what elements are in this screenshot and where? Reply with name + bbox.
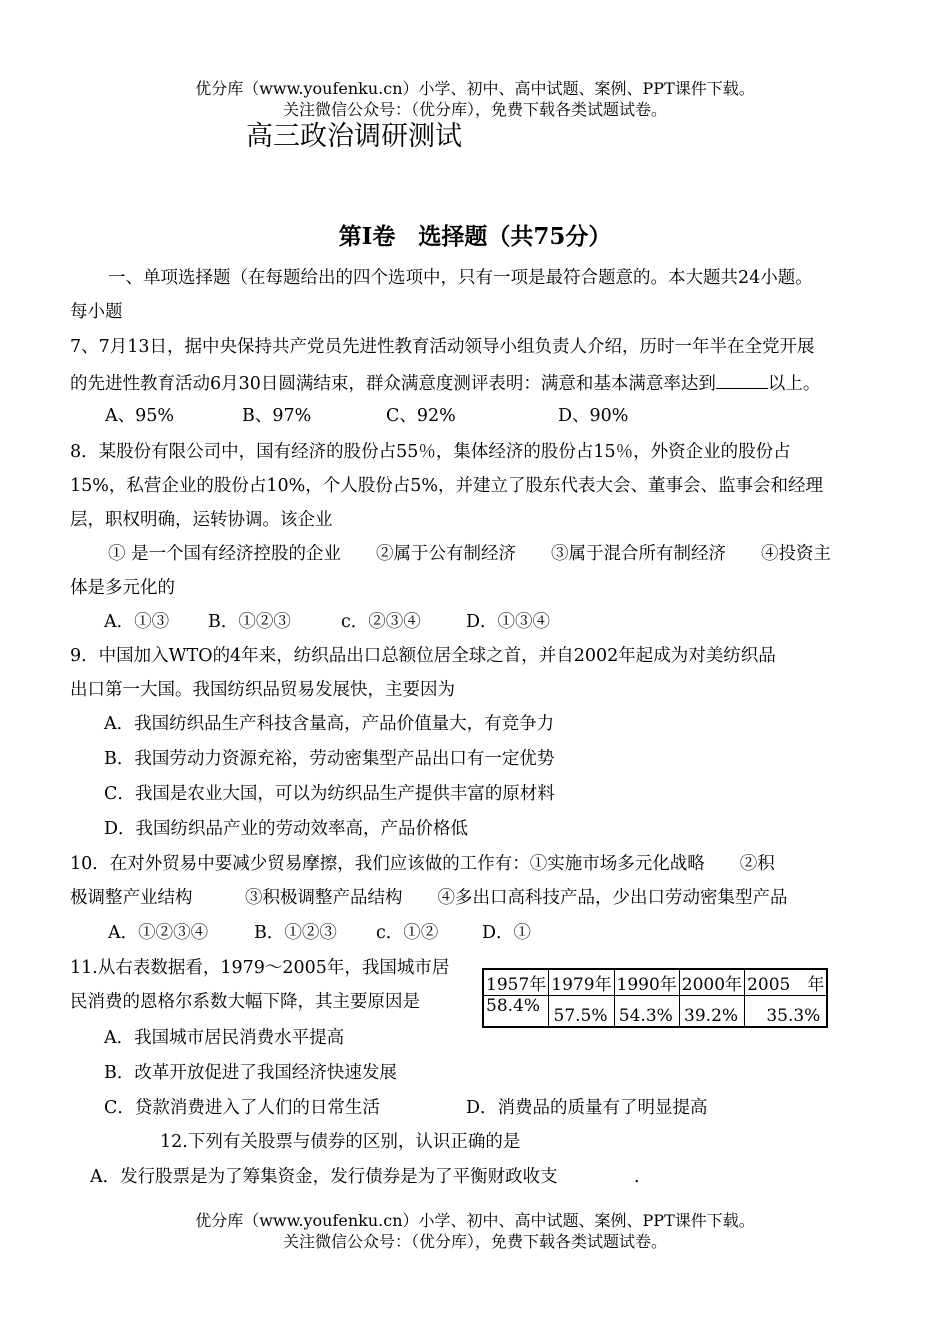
q7-option-c: C、92% <box>386 406 456 426</box>
site-footer-line2: 关注微信公众号：（优分库），免费下载各类试题试卷。 <box>282 1232 667 1251</box>
q10-line1: 10．在对外贸易中要减少贸易摩擦，我们应该做的工作有：①实施市场多元化战略 ②积 <box>70 854 775 874</box>
table-cell: 54.3% <box>614 996 679 1028</box>
instructions-line2: 每小题 <box>70 302 123 322</box>
table-cell: 35.3% <box>745 996 828 1028</box>
section-title: 第Ⅰ卷 选择题（共75分） <box>338 223 612 250</box>
q12-option-a: A．发行股票是为了筹集资金，发行债券是为了平衡财政收支 <box>90 1167 558 1187</box>
q8-line2: 15%，私营企业的股份占10%，个人股份占5%，并建立了股东代表大会、董事会、监事会和经理 <box>70 476 824 496</box>
document-title: 高三政治调研测试 <box>246 121 462 152</box>
q8-line3: 层，职权明确，运转协调。该企业 <box>70 510 333 530</box>
q9-option-a: A．我国纺织品生产科技含量高，产品价值量大，有竞争力 <box>104 714 555 734</box>
q9-option-c: C．我国是农业大国，可以为纺织品生产提供丰富的原材料 <box>104 784 555 804</box>
q10-line2: 极调整产业结构 ③积极调整产品结构 ④多出口高科技产品，少出口劳动密集型产品 <box>70 888 788 908</box>
q7-line2-text: 的先进性教育活动6月30日圆满结束，群众满意度测评表明：满意和基本满意率达到 <box>70 374 716 394</box>
table-cell: 1990年 <box>614 969 679 996</box>
q8-option-c: c．②③④ <box>341 612 421 632</box>
q7-line1: 7、7月13日，据中央保持共产党员先进性教育活动领导小组负责人介绍，历时一年半在全党开展 <box>70 337 815 357</box>
q11-line1: 11.从右表数据看，1979～2005年，我国城市居 <box>70 958 450 978</box>
table-cell: 1979年 <box>549 969 614 996</box>
table-cell: 2005 年 <box>745 969 828 996</box>
q9-option-b: B．我国劳动力资源充裕，劳动密集型产品出口有一定优势 <box>104 749 555 769</box>
q10-option-a: A．①②③④ <box>108 923 209 943</box>
q8-option-b: B．①②③ <box>208 612 291 632</box>
table-row-years <box>483 969 827 996</box>
q8-option-a: A．①③ <box>104 612 170 632</box>
answer-blank <box>716 370 768 389</box>
q11-option-c: C．贷款消费进入了人们的日常生活 <box>104 1098 380 1118</box>
q9-line1: 9．中国加入WTO的4年来，纺织品出口总额位居全球之首，并自2002年起成为对美纺织品 <box>70 646 776 666</box>
q7-option-a: A、95% <box>105 406 175 426</box>
q10-option-c: c．①② <box>376 923 439 943</box>
table-cell: 2000年 <box>679 969 744 996</box>
q8-line4: ① 是一个国有经济控股的企业 ②属于公有制经济 ③属于混合所有制经济 ④投资主 <box>108 544 832 564</box>
q9-line2: 出口第一大国。我国纺织品贸易发展快，主要因为 <box>70 680 455 700</box>
instructions-line1: 一、单项选择题（在每题给出的四个选项中，只有一项是最符合题意的。本大题共24小题。 <box>108 268 813 288</box>
site-footer-line1: 优分库（www.youfenku.cn）小学、初中、高中试题、案例、PPT课件下载。 <box>195 1211 755 1230</box>
q10-option-d: D．① <box>482 923 532 943</box>
table-row-values <box>483 996 827 1028</box>
q7-line2-tail: 以上。 <box>767 374 821 394</box>
q8-line1: 8．某股份有限公司中，国有经济的股份占55％，集体经济的股份占15％，外资企业的股份占 <box>70 442 791 462</box>
table-cell: 58.4% <box>483 996 549 1028</box>
q11-line2: 民消费的恩格尔系数大幅下降，其主要原因是 <box>70 992 420 1012</box>
site-header-line2: 关注微信公众号：（优分库），免费下载各类试题试卷。 <box>282 100 667 119</box>
q7-option-d: D、90% <box>558 406 629 426</box>
site-header-line1: 优分库（www.youfenku.cn）小学、初中、高中试题、案例、PPT课件下载。 <box>195 79 755 98</box>
q8-option-d: D．①③④ <box>466 612 551 632</box>
table-cell: 57.5% <box>549 996 614 1028</box>
engel-coefficient-table <box>482 968 828 1028</box>
q7-line2 <box>70 370 820 396</box>
q11-option-a: A．我国城市居民消费水平提高 <box>104 1028 345 1048</box>
q11-option-d: D．消费品的质量有了明显提高 <box>466 1098 708 1118</box>
q11-option-b: B．改革开放促进了我国经济快速发展 <box>104 1063 397 1083</box>
q9-option-d: D．我国纺织品产业的劳动效率高，产品价格低 <box>104 819 469 839</box>
q8-line5: 体是多元化的 <box>70 578 175 598</box>
q7-option-b: B、97% <box>242 406 312 426</box>
table-cell: 1957年 <box>483 969 549 996</box>
q12-line1: 12.下列有关股票与债券的区别，认识正确的是 <box>160 1132 521 1152</box>
q10-option-b: B．①②③ <box>254 923 337 943</box>
q12-trailing-dot: . <box>634 1167 640 1187</box>
table-cell: 39.2% <box>679 996 744 1028</box>
